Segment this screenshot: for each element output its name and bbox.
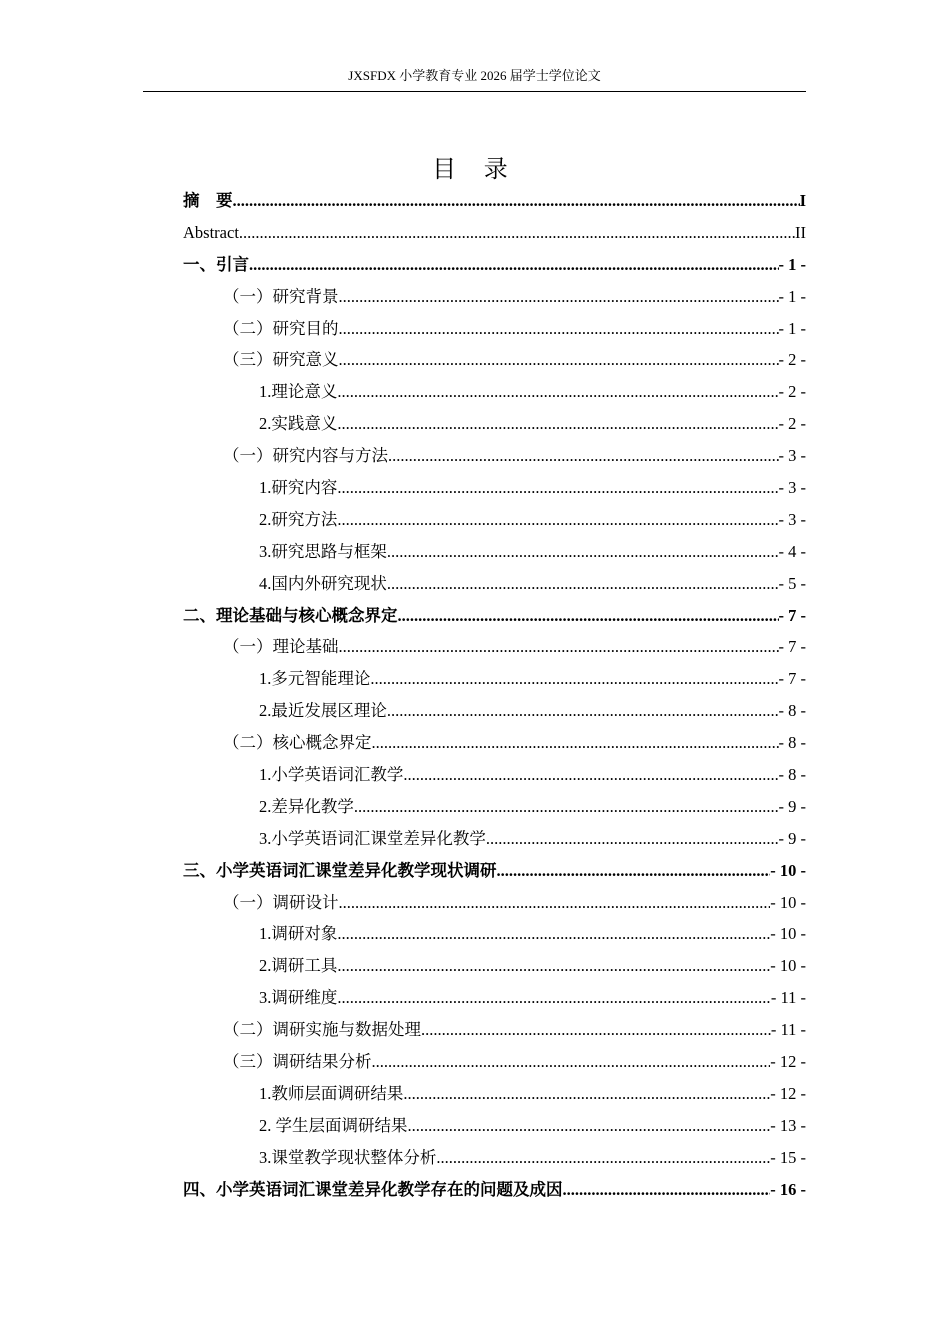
toc-leader-dots — [436, 1142, 770, 1174]
toc-entry-label: 2.差异化教学 — [259, 796, 354, 816]
toc-entry[interactable] — [183, 727, 806, 759]
toc-entry-label: 二、理论基础与核心概念界定 — [183, 605, 398, 625]
toc-entry[interactable] — [183, 1142, 806, 1174]
toc-entry-page-number: - 2 - — [778, 414, 806, 434]
toc-entry-page-number: - 13 - — [770, 1115, 806, 1135]
toc-entry-page-number: - 12 - — [770, 1052, 806, 1072]
toc-entry-page-number: - 16 - — [770, 1179, 806, 1199]
toc-leader-dots — [388, 440, 779, 472]
toc-entry-page-number: - 1 - — [778, 286, 806, 306]
toc-entry-label: （二）调研实施与数据处理 — [223, 1020, 421, 1040]
toc-entry[interactable] — [183, 600, 806, 632]
toc-entry-label: （二）核心概念界定 — [223, 733, 372, 753]
toc-entry-label: 2.研究方法 — [259, 509, 338, 529]
toc-entry[interactable] — [183, 249, 806, 281]
toc-entry-page-number: - 7 - — [778, 637, 806, 657]
toc-entry[interactable] — [183, 1110, 806, 1142]
toc-entry-page-number: - 10 - — [770, 860, 806, 880]
toc-entry[interactable] — [183, 1014, 806, 1046]
toc-entry-label: 1.小学英语词汇教学 — [259, 765, 404, 785]
toc-entry-page-number: - 4 - — [778, 541, 806, 561]
toc-entry[interactable] — [183, 631, 806, 663]
toc-entry-page-number: - 1 - — [778, 254, 806, 274]
toc-entry-label: （三）研究意义 — [223, 350, 339, 370]
toc-entry-label: 1.研究内容 — [259, 478, 338, 498]
toc-entry-label: （一）理论基础 — [223, 637, 339, 657]
toc-entry-label: 1.理论意义 — [259, 382, 338, 402]
toc-entry-label: （二）研究目的 — [223, 318, 339, 338]
toc-entry[interactable] — [183, 472, 806, 504]
toc-entry[interactable] — [183, 1046, 806, 1078]
toc-leader-dots — [337, 982, 770, 1014]
toc-leader-dots — [337, 950, 770, 982]
toc-leader-dots — [387, 695, 779, 727]
toc-entry-label: 1.多元智能理论 — [259, 669, 371, 689]
toc-entry-label: 2.最近发展区理论 — [259, 701, 387, 721]
toc-leader-dots — [372, 727, 779, 759]
toc-entry-page-number: - 3 - — [778, 509, 806, 529]
toc-leader-dots — [398, 600, 779, 632]
page-title: 目 录 — [432, 155, 518, 183]
toc-entry[interactable] — [183, 1078, 806, 1110]
toc-leader-dots — [337, 918, 770, 950]
toc-entry-label: 一、引言 — [183, 254, 249, 274]
toc-leader-dots — [337, 472, 778, 504]
toc-entry-page-number: II — [795, 222, 806, 242]
toc-entry-label: 四、小学英语词汇课堂差异化教学存在的问题及成因 — [183, 1179, 563, 1199]
toc-entry-label: （三）调研结果分析 — [223, 1052, 372, 1072]
toc-entry[interactable] — [183, 408, 806, 440]
toc-entry[interactable] — [183, 887, 806, 919]
toc-entry[interactable] — [183, 663, 806, 695]
toc-entry-label: （一）调研设计 — [223, 892, 339, 912]
toc-leader-dots — [337, 376, 778, 408]
toc-entry[interactable] — [183, 823, 806, 855]
toc-leader-dots — [563, 1174, 771, 1206]
toc-leader-dots — [408, 1110, 771, 1142]
toc-leader-dots — [372, 1046, 771, 1078]
toc-entry-label: 3.研究思路与框架 — [259, 541, 387, 561]
toc-leader-dots — [233, 185, 800, 217]
toc-entry-label: 3.小学英语词汇课堂差异化教学 — [259, 828, 486, 848]
toc-entry[interactable] — [183, 185, 806, 217]
header-rule — [143, 91, 806, 92]
toc-leader-dots — [387, 536, 779, 568]
toc-entry-label: （一）研究内容与方法 — [223, 446, 388, 466]
toc-entry-page-number: - 5 - — [778, 573, 806, 593]
toc-entry[interactable] — [183, 313, 806, 345]
toc-entry[interactable] — [183, 982, 806, 1014]
toc-entry-label: Abstract — [183, 222, 239, 242]
toc-entry-label: 2. 学生层面调研结果 — [259, 1115, 408, 1135]
toc-entry[interactable] — [183, 504, 806, 536]
toc-entry[interactable] — [183, 376, 806, 408]
toc-leader-dots — [339, 344, 779, 376]
toc-entry[interactable] — [183, 1174, 806, 1206]
table-of-contents — [183, 185, 806, 1206]
toc-leader-dots — [339, 887, 771, 919]
toc-leader-dots — [370, 663, 778, 695]
toc-entry[interactable] — [183, 791, 806, 823]
toc-entry-page-number: - 2 - — [778, 350, 806, 370]
toc-entry-page-number: - 1 - — [778, 318, 806, 338]
toc-entry-page-number: - 11 - — [770, 988, 806, 1008]
toc-entry[interactable] — [183, 759, 806, 791]
toc-leader-dots — [403, 1078, 770, 1110]
toc-entry-label: （一）研究背景 — [223, 286, 339, 306]
toc-leader-dots — [421, 1014, 771, 1046]
toc-entry-page-number: - 15 - — [770, 1147, 806, 1167]
toc-entry-label: 3.调研维度 — [259, 988, 338, 1008]
toc-entry[interactable] — [183, 695, 806, 727]
toc-entry[interactable] — [183, 568, 806, 600]
toc-leader-dots — [339, 313, 779, 345]
toc-entry-label: 2.调研工具 — [259, 956, 338, 976]
toc-entry-label: 2.实践意义 — [259, 414, 338, 434]
toc-entry-page-number: - 9 - — [778, 828, 806, 848]
toc-leader-dots — [339, 631, 779, 663]
toc-entry-page-number: - 10 - — [770, 892, 806, 912]
toc-leader-dots — [337, 504, 778, 536]
toc-entry-page-number: - 8 - — [778, 765, 806, 785]
toc-leader-dots — [337, 408, 778, 440]
toc-entry-label: 4.国内外研究现状 — [259, 573, 387, 593]
toc-entry[interactable] — [183, 281, 806, 313]
toc-entry-label: 1.调研对象 — [259, 924, 338, 944]
toc-entry-page-number: - 8 - — [778, 733, 806, 753]
toc-entry-page-number: - 10 - — [770, 956, 806, 976]
toc-leader-dots — [387, 568, 779, 600]
toc-leader-dots — [339, 281, 779, 313]
toc-leader-dots — [403, 759, 778, 791]
toc-entry-label: 3.课堂教学现状整体分析 — [259, 1147, 437, 1167]
toc-entry[interactable] — [183, 950, 806, 982]
toc-entry[interactable] — [183, 217, 806, 249]
toc-entry-page-number: - 3 - — [778, 446, 806, 466]
toc-entry-page-number: I — [799, 191, 806, 210]
toc-leader-dots — [354, 791, 779, 823]
toc-leader-dots — [239, 217, 795, 249]
toc-entry-page-number: - 12 - — [770, 1083, 806, 1103]
toc-entry[interactable] — [183, 344, 806, 376]
toc-leader-dots — [249, 249, 779, 281]
toc-entry-label: 三、小学英语词汇课堂差异化教学现状调研 — [183, 860, 497, 880]
toc-entry[interactable] — [183, 918, 806, 950]
toc-entry-page-number: - 2 - — [778, 382, 806, 402]
toc-entry-page-number: - 10 - — [770, 924, 806, 944]
toc-entry-page-number: - 8 - — [778, 701, 806, 721]
toc-entry-page-number: - 7 - — [778, 605, 806, 625]
toc-entry-page-number: - 9 - — [778, 796, 806, 816]
toc-entry[interactable] — [183, 855, 806, 887]
toc-entry[interactable] — [183, 536, 806, 568]
toc-leader-dots — [497, 855, 771, 887]
toc-entry-page-number: - 3 - — [778, 478, 806, 498]
running-header: JXSFDX 小学教育专业 2026 届学士学位论文 — [348, 68, 601, 83]
toc-entry-page-number: - 11 - — [770, 1020, 806, 1040]
toc-entry[interactable] — [183, 440, 806, 472]
toc-entry-label: 1.教师层面调研结果 — [259, 1083, 404, 1103]
toc-leader-dots — [486, 823, 779, 855]
toc-entry-page-number: - 7 - — [778, 669, 806, 689]
toc-entry-label: 摘 要 — [183, 191, 233, 210]
